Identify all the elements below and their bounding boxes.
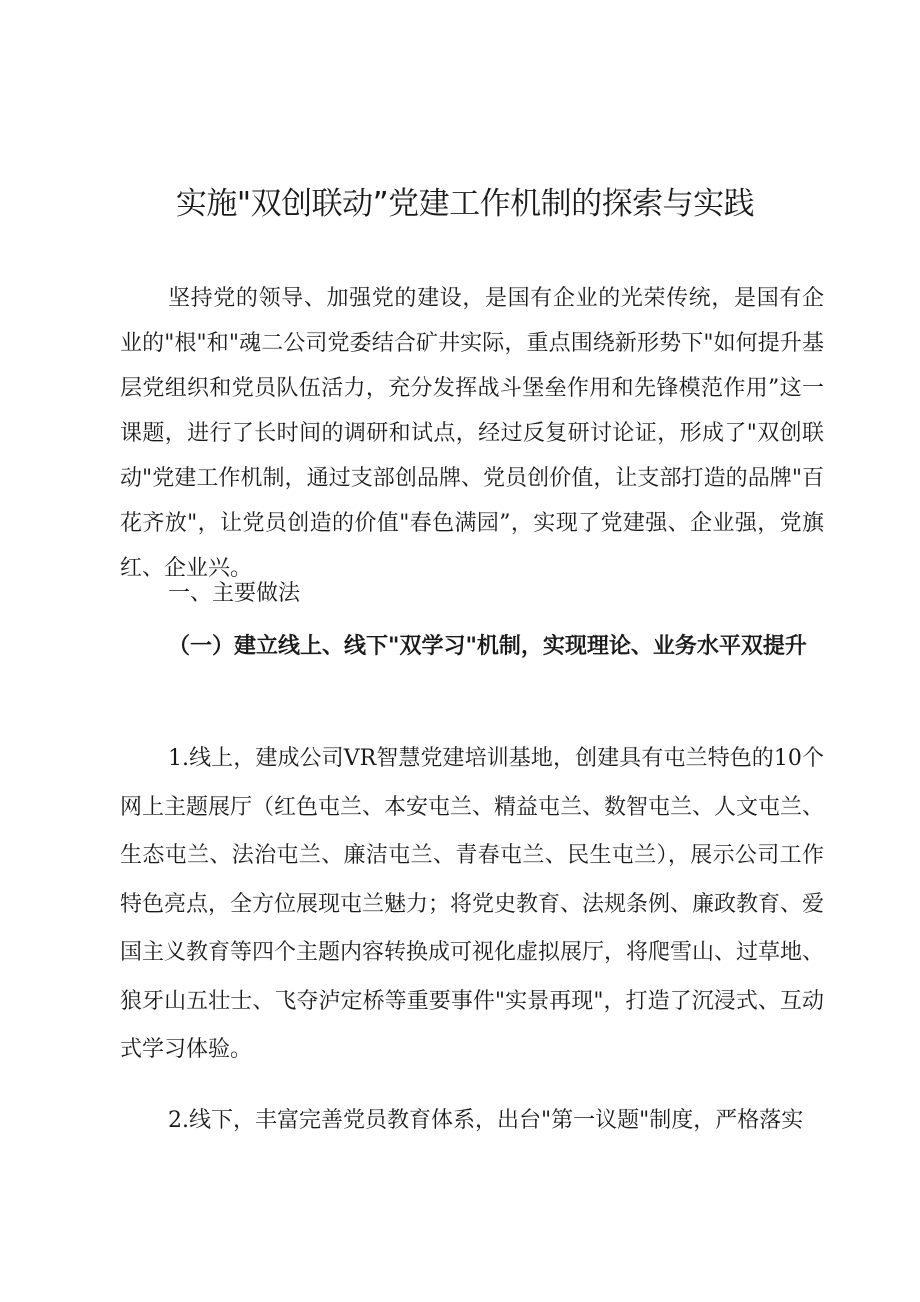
section-heading: 一、主要做法 <box>168 581 301 606</box>
intro-paragraph: 坚持党的领导、加强党的建设，是国有企业的光荣传统，是国有企业的"根"和"魂二公司党委结合矿井实际，重点围绕新形势下"如何提升基层党组织和党员队伍活力，充分发挥战斗堡垒作用和先锋模范作用”这一课题，进行了长时间的调研和试点，经过反复研讨论证，形成了"双创联动"党建工作机制，通过支部创品牌、党员创价值，让支部打造的品牌"百花齐放"，让党员创造的价值"春色满园”，实现了党建强、企业强，党旗红、企业兴。 <box>120 286 824 581</box>
document-title: 实施"双创联动”党建工作机制的探索与实践 <box>175 186 755 222</box>
item-paragraph-2: 2.线下，丰富完善党员教育体系，出台"第一议题"制度，严格落实 <box>168 1108 804 1133</box>
item-paragraph-1: 1.线上，建成公司VR智慧党建培训基地，创建具有屯兰特色的10个网上主题展厅（红色屯兰、本安屯兰、精益屯兰、数智屯兰、人文屯兰、生态屯兰、法治屯兰、廉洁屯兰、青春屯兰、民生屯兰），展示公司工作特色亮点，全方位展现屯兰魅力；将党史教育、法规条例、廉政教育、爱国主义教育等四个主题内容转换成可视化虚拟展厅，将爬雪山、过草地、狼牙山五壮士、飞夺泸定桥等重要事件"实景再现"，打造了沉浸式、互动式学习体验。 <box>120 746 825 1062</box>
subsection-heading: （一）建立线上、线下"双学习"机制，实现理论、业务水平双提升 <box>168 634 807 659</box>
